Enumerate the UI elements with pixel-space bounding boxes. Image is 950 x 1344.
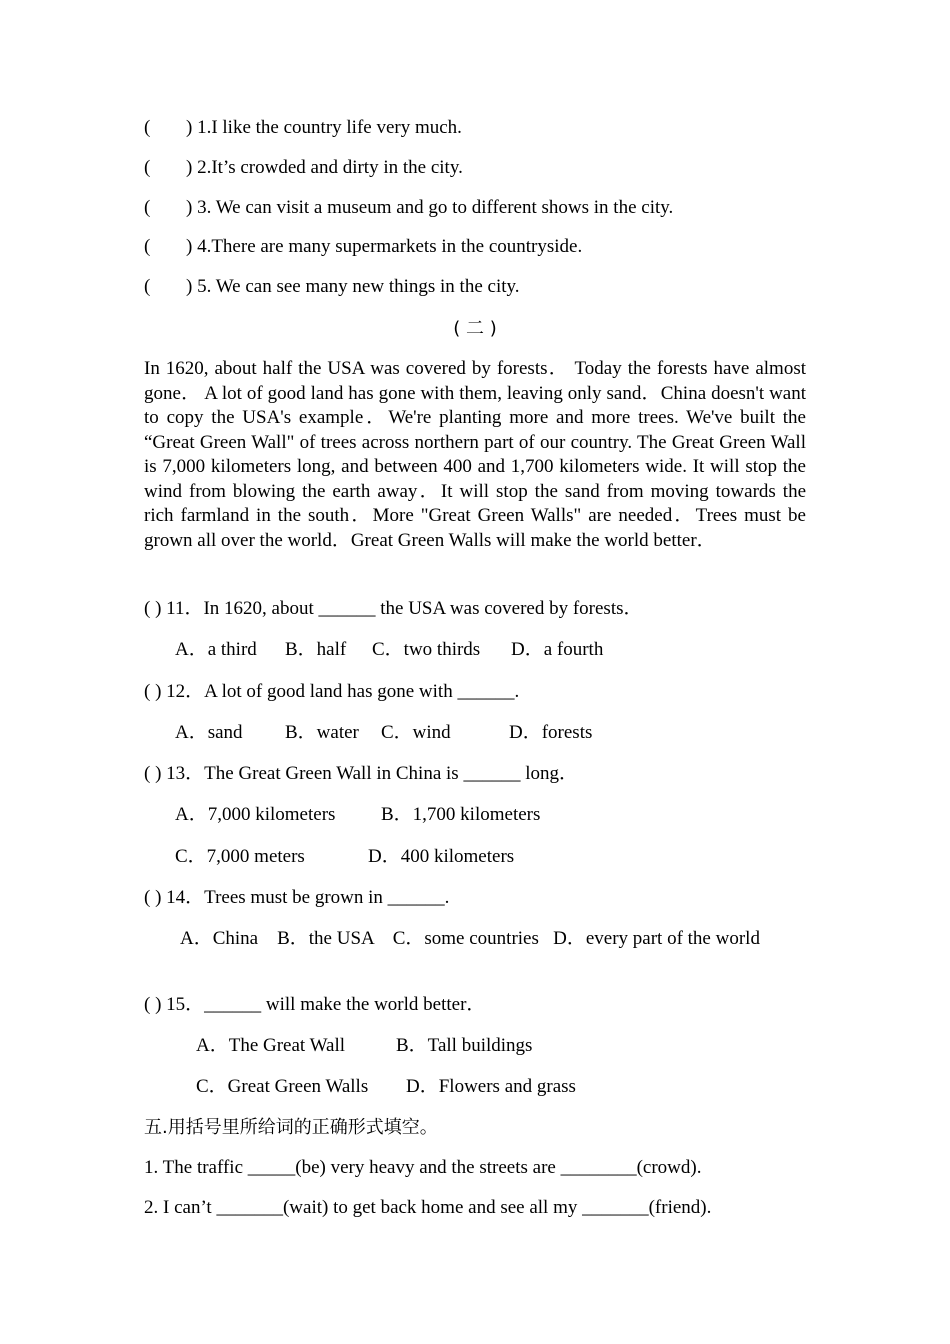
option-b: B．half bbox=[285, 639, 347, 660]
option-c: C．Great Green Walls bbox=[196, 1076, 369, 1097]
question-14-options: A．China B．the USA C．some countries D．every part of the world bbox=[180, 928, 760, 949]
question-13-options-row2 bbox=[175, 845, 514, 869]
option-a: A．sand bbox=[175, 722, 243, 743]
answer-paren-close: ) bbox=[186, 276, 193, 297]
option-c: C．two thirds bbox=[372, 639, 481, 660]
answer-paren-close: ) bbox=[186, 236, 193, 257]
judge-item bbox=[144, 275, 520, 299]
option-c: C．wind bbox=[381, 722, 451, 743]
judge-item bbox=[144, 235, 582, 259]
judge-item-text: 5. We can see many new things in the city. bbox=[197, 276, 520, 297]
section-five-heading: 五.用括号里所给词的正确形式填空。 bbox=[144, 1117, 438, 1138]
answer-paren-open: ( bbox=[144, 157, 151, 178]
judge-item bbox=[144, 116, 462, 140]
question-15-stem: ( ) 15．______ will make the world better． bbox=[144, 994, 486, 1015]
question-13-options-row1 bbox=[175, 803, 540, 827]
fill-blank-item: 1. The traffic _____(be) very heavy and the streets are ________(crowd). bbox=[144, 1157, 702, 1178]
judge-item-text: 2.It’s crowded and dirty in the city. bbox=[197, 157, 463, 178]
option-b: B．1,700 kilometers bbox=[381, 804, 541, 825]
answer-paren-close: ) bbox=[186, 157, 193, 178]
judge-item-text: 4.There are many supermarkets in the countryside. bbox=[197, 236, 583, 257]
fill-blank-item: 2. I can’t _______(wait) to get back home and see all my _______(friend). bbox=[144, 1197, 712, 1218]
question-12-stem: ( ) 12．A lot of good land has gone with ______. bbox=[144, 681, 520, 702]
answer-paren-close: ) bbox=[186, 117, 193, 138]
question-12-options bbox=[175, 721, 592, 745]
answer-paren-open: ( bbox=[144, 117, 151, 138]
section-two-heading: ( 二 ) bbox=[453, 318, 497, 339]
question-11-options bbox=[175, 638, 603, 662]
judge-item bbox=[144, 156, 463, 180]
option-a: A．7,000 kilometers bbox=[175, 804, 336, 825]
option-a: A．The Great Wall bbox=[196, 1035, 346, 1056]
question-13-stem: ( ) 13．The Great Green Wall in China is ______ long． bbox=[144, 763, 578, 784]
question-14-stem: ( ) 14．Trees must be grown in ______. bbox=[144, 887, 450, 908]
option-c: C．7,000 meters bbox=[175, 846, 305, 867]
answer-paren-open: ( bbox=[144, 197, 151, 218]
answer-paren-close: ) bbox=[186, 197, 193, 218]
question-15-options-row2 bbox=[196, 1075, 576, 1099]
question-15-options-row1 bbox=[196, 1034, 532, 1058]
question-11-stem: ( ) 11．In 1620, about ______ the USA was covered by forests． bbox=[144, 598, 643, 619]
option-a: A．a third bbox=[175, 639, 257, 660]
option-b: B．Tall buildings bbox=[396, 1035, 533, 1056]
answer-paren-open: ( bbox=[144, 276, 151, 297]
option-d: D．400 kilometers bbox=[368, 846, 515, 867]
judge-item-text: 3. We can visit a museum and go to different shows in the city. bbox=[197, 197, 674, 218]
judge-item bbox=[144, 196, 673, 220]
judge-item-text: 1.I like the country life very much. bbox=[197, 117, 462, 138]
answer-paren-open: ( bbox=[144, 236, 151, 257]
reading-passage: In 1620, about half the USA was covered by forests． Today the forests have almost gone． A lot of good land has gone with them, leaving only sand．China doesn't want to copy the USA's example．We're planting more and more trees. We've built the “Great Green Wall" of trees across northern part of our country. The Great Green Wall is 7,000 kilometers long, and between 400 and 1,700 kilometers wide. It will stop the wind from blowing the earth away．It will stop the sand from moving towards the rich farmland in the south．More "Great Green Walls" are needed．Trees must be grown all over the world．Great Green Walls will make the world better． bbox=[144, 358, 806, 551]
option-d: D．a fourth bbox=[511, 639, 604, 660]
option-d: D．forests bbox=[509, 722, 593, 743]
option-b: B．water bbox=[285, 722, 359, 743]
option-d: D．Flowers and grass bbox=[406, 1076, 576, 1097]
